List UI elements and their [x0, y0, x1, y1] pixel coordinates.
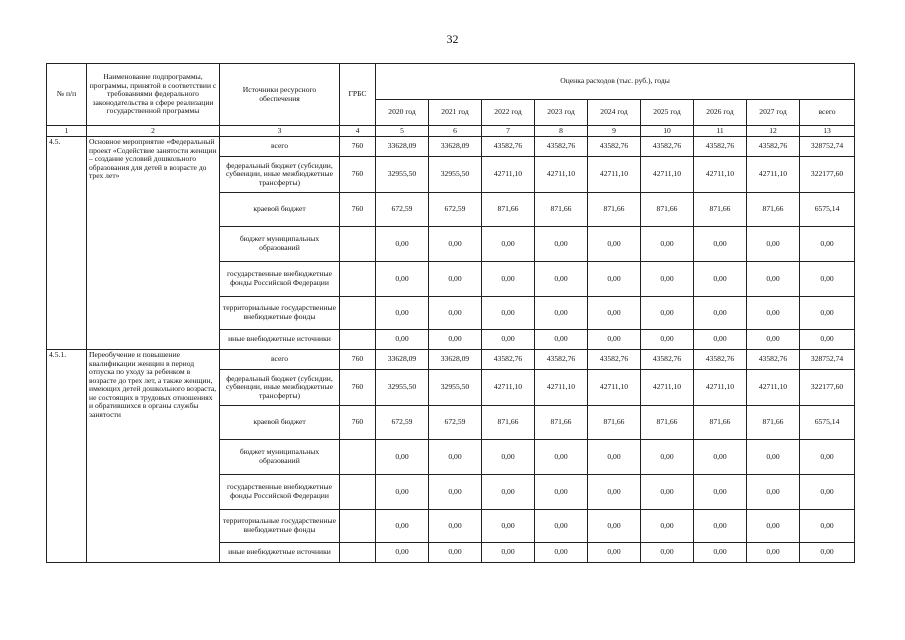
header-year: 2022 год — [482, 100, 535, 126]
total-value: 322177,60 — [800, 157, 855, 193]
year-value: 0,00 — [747, 543, 800, 563]
year-value: 42711,10 — [482, 157, 535, 193]
year-value: 0,00 — [747, 262, 800, 297]
year-value: 0,00 — [429, 475, 482, 510]
year-value: 43582,76 — [747, 137, 800, 157]
year-value: 0,00 — [694, 475, 747, 510]
year-value: 43582,76 — [482, 350, 535, 370]
year-value: 32955,50 — [376, 370, 429, 406]
total-value: 322177,60 — [800, 370, 855, 406]
total-value: 0,00 — [800, 297, 855, 330]
year-value: 0,00 — [376, 475, 429, 510]
year-value: 0,00 — [641, 227, 694, 262]
year-value: 0,00 — [694, 262, 747, 297]
grbs-code: 760 — [340, 137, 376, 157]
year-value: 43582,76 — [694, 350, 747, 370]
year-value: 43582,76 — [482, 137, 535, 157]
year-value: 43582,76 — [641, 137, 694, 157]
year-value: 32955,50 — [429, 157, 482, 193]
year-value: 871,66 — [535, 193, 588, 227]
year-value: 871,66 — [641, 193, 694, 227]
year-value: 42711,10 — [588, 370, 641, 406]
year-value: 0,00 — [482, 440, 535, 475]
year-value: 43582,76 — [694, 137, 747, 157]
funding-source: всего — [220, 137, 340, 157]
header-source: Источники ресурсного обеспечения — [220, 64, 340, 126]
total-value: 0,00 — [800, 475, 855, 510]
table-row — [47, 350, 855, 370]
year-value: 43582,76 — [535, 137, 588, 157]
funding-source: территориальные государственные внебюджетные фонды — [220, 510, 340, 543]
header-grbs: ГРБС — [340, 64, 376, 126]
column-number: 6 — [429, 126, 482, 137]
year-value: 871,66 — [588, 406, 641, 440]
year-value: 0,00 — [482, 475, 535, 510]
grbs-code: 760 — [340, 193, 376, 227]
year-value: 43582,76 — [588, 137, 641, 157]
column-number: 8 — [535, 126, 588, 137]
header-year: 2020 год — [376, 100, 429, 126]
year-value: 0,00 — [535, 330, 588, 350]
year-value: 33628,09 — [376, 350, 429, 370]
header-year: 2027 год — [747, 100, 800, 126]
total-value: 328752,74 — [800, 350, 855, 370]
year-value: 0,00 — [694, 227, 747, 262]
funding-source: федеральный бюджет (субсидии, субвенции, иные межбюджетные трансферты) — [220, 157, 340, 193]
year-value: 871,66 — [694, 406, 747, 440]
year-value: 0,00 — [482, 510, 535, 543]
year-value: 0,00 — [641, 475, 694, 510]
year-value: 42711,10 — [588, 157, 641, 193]
year-value: 871,66 — [694, 193, 747, 227]
year-value: 0,00 — [694, 297, 747, 330]
year-value: 0,00 — [535, 440, 588, 475]
year-value: 0,00 — [429, 330, 482, 350]
year-value: 672,59 — [429, 193, 482, 227]
budget-table — [46, 63, 855, 563]
program-name: Переобучение и повышение квалификации женщин в период отпуска по уходу за ребенком в возрасте до трех лет, а также женщин, имеющих детей дошкольного возраста, не состоящих в трудовых отношениях и обратившихся в органы службы занятости — [87, 350, 220, 563]
year-value: 0,00 — [747, 297, 800, 330]
funding-source: иные внебюджетные источники — [220, 330, 340, 350]
row-index: 4.5.1. — [47, 350, 87, 563]
year-value: 0,00 — [641, 440, 694, 475]
year-value: 42711,10 — [482, 370, 535, 406]
year-value: 33628,09 — [429, 350, 482, 370]
funding-source: бюджет муниципальных образований — [220, 227, 340, 262]
year-value: 0,00 — [588, 297, 641, 330]
column-number: 2 — [87, 126, 220, 137]
funding-source: государственные внебюджетные фонды Российской Федерации — [220, 475, 340, 510]
grbs-code — [340, 543, 376, 563]
year-value: 42711,10 — [535, 157, 588, 193]
year-value: 0,00 — [588, 543, 641, 563]
table-body — [47, 137, 855, 563]
year-value: 0,00 — [535, 262, 588, 297]
year-value: 0,00 — [588, 227, 641, 262]
column-number: 4 — [340, 126, 376, 137]
year-value: 672,59 — [376, 406, 429, 440]
year-value: 42711,10 — [747, 157, 800, 193]
year-value: 871,66 — [535, 406, 588, 440]
header-name: Наименование подпрограммы, программы, принятой в соответствии с требованиями федерального законодательства в сфере реализации государственной программы — [87, 64, 220, 126]
year-value: 672,59 — [429, 406, 482, 440]
year-value: 0,00 — [694, 440, 747, 475]
column-number: 7 — [482, 126, 535, 137]
funding-source: иные внебюджетные источники — [220, 543, 340, 563]
year-value: 0,00 — [429, 297, 482, 330]
funding-source: краевой бюджет — [220, 406, 340, 440]
year-value: 672,59 — [376, 193, 429, 227]
year-value: 0,00 — [482, 543, 535, 563]
year-value: 0,00 — [376, 297, 429, 330]
grbs-code: 760 — [340, 370, 376, 406]
year-value: 871,66 — [482, 406, 535, 440]
year-value: 0,00 — [429, 440, 482, 475]
year-value: 43582,76 — [535, 350, 588, 370]
year-value: 0,00 — [482, 297, 535, 330]
year-value: 0,00 — [641, 262, 694, 297]
header-num: № п/п — [47, 64, 87, 126]
total-value: 0,00 — [800, 543, 855, 563]
year-value: 42711,10 — [535, 370, 588, 406]
year-value: 42711,10 — [747, 370, 800, 406]
year-value: 0,00 — [535, 475, 588, 510]
year-value: 871,66 — [641, 406, 694, 440]
grbs-code: 760 — [340, 406, 376, 440]
grbs-code — [340, 297, 376, 330]
header-year: 2023 год — [535, 100, 588, 126]
total-value: 6575,14 — [800, 193, 855, 227]
header-year: 2026 год — [694, 100, 747, 126]
year-value: 33628,09 — [429, 137, 482, 157]
header-estimate: Оценка расходов (тыс. руб.), годы — [376, 64, 855, 100]
funding-source: бюджет муниципальных образований — [220, 440, 340, 475]
year-value: 0,00 — [535, 297, 588, 330]
year-value: 0,00 — [747, 475, 800, 510]
year-value: 0,00 — [535, 543, 588, 563]
funding-source: территориальные государственные внебюджетные фонды — [220, 297, 340, 330]
funding-source: всего — [220, 350, 340, 370]
grbs-code — [340, 330, 376, 350]
total-value: 0,00 — [800, 440, 855, 475]
year-value: 0,00 — [535, 227, 588, 262]
year-value: 0,00 — [694, 330, 747, 350]
column-number: 3 — [220, 126, 340, 137]
year-value: 43582,76 — [588, 350, 641, 370]
header-year: 2024 год — [588, 100, 641, 126]
year-value: 0,00 — [747, 440, 800, 475]
grbs-code — [340, 510, 376, 543]
column-number: 5 — [376, 126, 429, 137]
year-value: 43582,76 — [641, 350, 694, 370]
total-value: 328752,74 — [800, 137, 855, 157]
grbs-code — [340, 262, 376, 297]
year-value: 0,00 — [641, 297, 694, 330]
column-number: 10 — [641, 126, 694, 137]
year-value: 0,00 — [588, 475, 641, 510]
column-number: 11 — [694, 126, 747, 137]
year-value: 0,00 — [429, 227, 482, 262]
year-value: 0,00 — [482, 330, 535, 350]
grbs-code — [340, 440, 376, 475]
total-value: 6575,14 — [800, 406, 855, 440]
year-value: 0,00 — [747, 227, 800, 262]
year-value: 0,00 — [747, 510, 800, 543]
program-name: Основное мероприятие «Федеральный проект «Содействие занятости женщин – создание условий дошкольного образования для детей в возрасте до трех лет» — [87, 137, 220, 350]
total-value: 0,00 — [800, 330, 855, 350]
year-value: 0,00 — [535, 510, 588, 543]
year-value: 42711,10 — [694, 157, 747, 193]
column-number: 12 — [747, 126, 800, 137]
column-number: 13 — [800, 126, 855, 137]
year-value: 871,66 — [482, 193, 535, 227]
funding-source: краевой бюджет — [220, 193, 340, 227]
year-value: 32955,50 — [376, 157, 429, 193]
funding-source: федеральный бюджет (субсидии, субвенции, иные межбюджетные трансферты) — [220, 370, 340, 406]
year-value: 0,00 — [376, 543, 429, 563]
year-value: 0,00 — [588, 510, 641, 543]
year-value: 0,00 — [641, 510, 694, 543]
year-value: 42711,10 — [641, 370, 694, 406]
year-value: 0,00 — [482, 262, 535, 297]
header-year: 2025 год — [641, 100, 694, 126]
year-value: 0,00 — [376, 262, 429, 297]
table-row — [47, 137, 855, 157]
year-value: 0,00 — [747, 330, 800, 350]
total-value: 0,00 — [800, 262, 855, 297]
column-number-row — [47, 126, 855, 137]
year-value: 0,00 — [376, 227, 429, 262]
year-value: 42711,10 — [694, 370, 747, 406]
row-index: 4.5. — [47, 137, 87, 350]
header-year: 2021 год — [429, 100, 482, 126]
year-value: 871,66 — [747, 406, 800, 440]
table-header — [47, 64, 855, 137]
year-value: 0,00 — [641, 330, 694, 350]
year-value: 0,00 — [694, 510, 747, 543]
year-value: 0,00 — [429, 510, 482, 543]
year-value: 43582,76 — [747, 350, 800, 370]
year-value: 0,00 — [641, 543, 694, 563]
year-value: 0,00 — [482, 227, 535, 262]
grbs-code: 760 — [340, 157, 376, 193]
year-value: 871,66 — [747, 193, 800, 227]
year-value: 0,00 — [588, 262, 641, 297]
total-value: 0,00 — [800, 510, 855, 543]
year-value: 871,66 — [588, 193, 641, 227]
year-value: 0,00 — [376, 440, 429, 475]
page-number: 32 — [446, 32, 459, 46]
year-value: 0,00 — [588, 440, 641, 475]
total-value: 0,00 — [800, 227, 855, 262]
funding-source: государственные внебюджетные фонды Российской Федерации — [220, 262, 340, 297]
year-value: 0,00 — [429, 543, 482, 563]
grbs-code — [340, 475, 376, 510]
year-value: 32955,50 — [429, 370, 482, 406]
grbs-code: 760 — [340, 350, 376, 370]
year-value: 0,00 — [429, 262, 482, 297]
grbs-code — [340, 227, 376, 262]
year-value: 33628,09 — [376, 137, 429, 157]
column-number: 1 — [47, 126, 87, 137]
year-value: 0,00 — [376, 330, 429, 350]
header-year-total: всего — [800, 100, 855, 126]
year-value: 0,00 — [694, 543, 747, 563]
column-number: 9 — [588, 126, 641, 137]
year-value: 0,00 — [588, 330, 641, 350]
year-value: 42711,10 — [641, 157, 694, 193]
year-value: 0,00 — [376, 510, 429, 543]
